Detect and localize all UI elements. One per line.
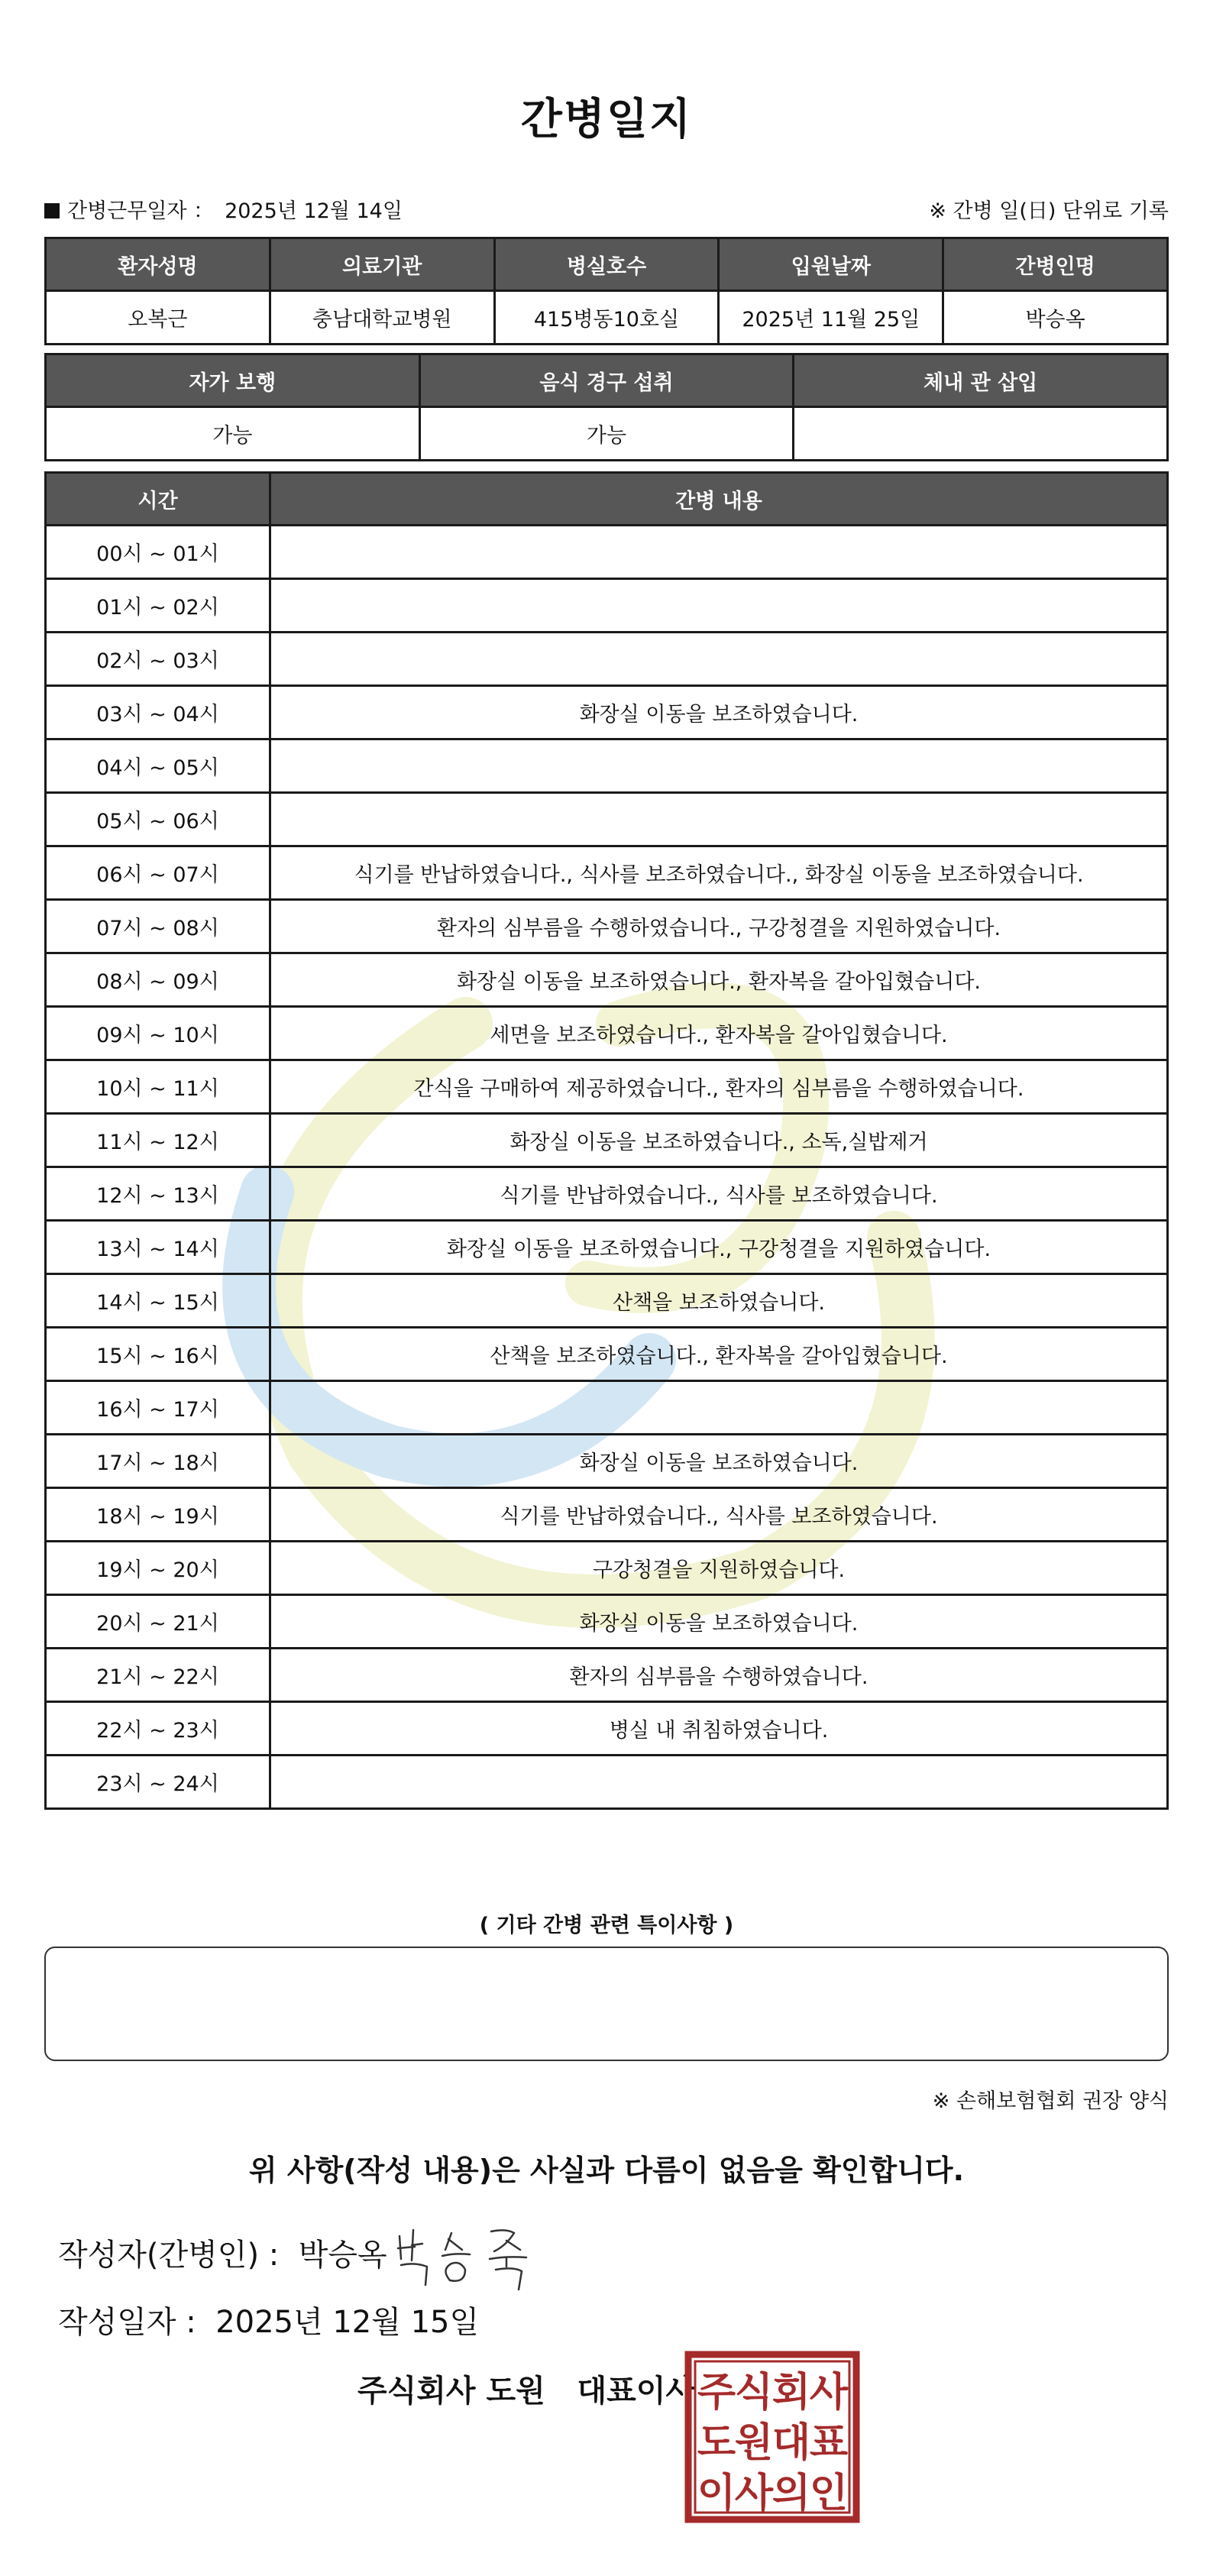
table-row <box>46 1007 1168 1060</box>
time-cell: 04시 ~ 05시 <box>46 739 270 793</box>
patient-info-table <box>44 237 1169 345</box>
time-cell: 14시 ~ 15시 <box>46 1274 270 1328</box>
seal-character: 식 <box>734 2370 774 2416</box>
time-cell: 22시 ~ 23시 <box>46 1702 270 1756</box>
writer-label: 작성자(간병인) : <box>58 2238 280 2273</box>
company-name: 주식회사 도원 <box>357 2374 545 2409</box>
company-role: 대표이사 <box>577 2374 696 2409</box>
header-time: 시간 <box>46 473 270 526</box>
company-line <box>357 2367 695 2410</box>
write-date-line <box>58 2298 479 2341</box>
seal-character: 도 <box>697 2420 736 2466</box>
care-content-cell: 식기를 반납하였습니다., 식사를 보조하였습니다. <box>270 1488 1168 1542</box>
log-rows <box>46 526 1168 1809</box>
time-cell: 05시 ~ 06시 <box>46 793 270 846</box>
document-title: 간병일지 <box>520 95 693 144</box>
time-cell: 10시 ~ 11시 <box>46 1060 270 1114</box>
time-cell: 13시 ~ 14시 <box>46 1221 270 1274</box>
header-care-content: 간병 내용 <box>270 473 1168 526</box>
seal-character: 사 <box>809 2370 849 2416</box>
table-row <box>46 686 1168 739</box>
care-content-cell: 세면을 보조하였습니다., 환자복을 갈아입혔습니다. <box>270 1007 1168 1060</box>
time-cell: 03시 ~ 04시 <box>46 686 270 739</box>
time-cell: 21시 ~ 22시 <box>46 1649 270 1702</box>
care-content-cell: 간식을 구매하여 제공하였습니다., 환자의 심부름을 수행하였습니다. <box>270 1060 1168 1114</box>
meta-row <box>44 194 1169 225</box>
care-content-cell: 화장실 이동을 보조하였습니다., 소독,실밥제거 <box>270 1114 1168 1167</box>
care-content-cell: 병실 내 취침하였습니다. <box>270 1702 1168 1756</box>
square-bullet-icon <box>44 203 60 218</box>
care-content-cell: 화장실 이동을 보조하였습니다. <box>270 686 1168 739</box>
record-unit-note: ※ 간병 일(日) 단위로 기록 <box>929 199 1169 223</box>
time-cell: 11시 ~ 12시 <box>46 1114 270 1167</box>
header-self-walking: 자가 보행 <box>46 354 420 407</box>
time-cell: 17시 ~ 18시 <box>46 1435 270 1488</box>
table-row <box>46 1221 1168 1274</box>
room-number: 415병동10호실 <box>494 291 719 345</box>
tube-insertion-value <box>794 407 1168 461</box>
table-row <box>46 1649 1168 1702</box>
care-content-cell: 산책을 보조하였습니다. <box>270 1274 1168 1328</box>
table-row <box>46 1060 1168 1114</box>
care-content-cell <box>270 793 1168 846</box>
care-content-cell <box>270 1381 1168 1435</box>
time-cell: 19시 ~ 20시 <box>46 1542 270 1595</box>
table-row <box>46 633 1168 686</box>
self-walking-value: 가능 <box>46 407 420 461</box>
table-row <box>46 1756 1168 1809</box>
patient-name: 오복근 <box>46 291 270 345</box>
admission-date: 2025년 11월 25일 <box>719 291 943 345</box>
seal-character: 주 <box>697 2370 736 2416</box>
table-row <box>46 1595 1168 1649</box>
care-content-cell: 식기를 반납하였습니다., 식사를 보조하였습니다., 화장실 이동을 보조하였습니다. <box>270 846 1168 900</box>
table-row <box>46 1167 1168 1221</box>
care-content-cell <box>270 633 1168 686</box>
care-content-cell: 화장실 이동을 보조하였습니다., 환자복을 갈아입혔습니다. <box>270 953 1168 1007</box>
time-cell: 09시 ~ 10시 <box>46 1007 270 1060</box>
time-cell: 23시 ~ 24시 <box>46 1756 270 1809</box>
table-row <box>46 1274 1168 1328</box>
care-content-cell: 화장실 이동을 보조하였습니다. <box>270 1435 1168 1488</box>
header-room: 병실호수 <box>494 238 719 291</box>
care-content-cell: 구강청결을 지원하였습니다. <box>270 1542 1168 1595</box>
time-cell: 06시 ~ 07시 <box>46 846 270 900</box>
table-row <box>46 1435 1168 1488</box>
work-date-label: 간병근무일자 ： <box>67 199 215 223</box>
care-content-cell <box>270 1756 1168 1809</box>
care-content-cell: 환자의 심부름을 수행하였습니다. <box>270 1649 1168 1702</box>
table-row <box>46 1702 1168 1756</box>
writer-name: 박승옥 <box>298 2238 387 2273</box>
time-cell: 12시 ~ 13시 <box>46 1167 270 1221</box>
oral-intake-value: 가능 <box>419 407 794 461</box>
hourly-care-log-table <box>44 471 1169 1810</box>
table-row <box>46 1488 1168 1542</box>
table-row <box>46 579 1168 633</box>
header-tube-insertion: 체내 관 삽입 <box>794 354 1168 407</box>
confirmation-statement: 위 사항(작성 내용)은 사실과 다름이 없음을 확인합니다. <box>248 2154 965 2187</box>
time-cell: 00시 ~ 01시 <box>46 526 270 579</box>
caregiver-name: 박승옥 <box>943 291 1168 345</box>
table-row <box>46 1381 1168 1435</box>
seal-character: 의 <box>771 2471 811 2516</box>
seal-character: 회 <box>771 2370 811 2416</box>
table-row <box>46 846 1168 900</box>
seal-character: 이 <box>697 2471 736 2516</box>
time-cell: 02시 ~ 03시 <box>46 633 270 686</box>
care-content-cell: 산책을 보조하였습니다., 환자복을 갈아입혔습니다. <box>270 1328 1168 1381</box>
time-cell: 07시 ~ 08시 <box>46 900 270 953</box>
time-cell: 01시 ~ 02시 <box>46 579 270 633</box>
header-caregiver-name: 간병인명 <box>943 238 1168 291</box>
seal-character: 대 <box>771 2420 811 2466</box>
hospital: 충남대학교병원 <box>270 291 494 345</box>
time-cell: 18시 ~ 19시 <box>46 1488 270 1542</box>
time-cell: 08시 ~ 09시 <box>46 953 270 1007</box>
care-content-cell: 식기를 반납하였습니다., 식사를 보조하였습니다. <box>270 1167 1168 1221</box>
seal-character: 인 <box>809 2471 849 2516</box>
source-note: ※ 손해보험협회 권장 양식 <box>932 2089 1169 2113</box>
time-cell: 16시 ~ 17시 <box>46 1381 270 1435</box>
seal-character: 사 <box>734 2471 774 2516</box>
special-notes-box <box>44 1947 1169 2061</box>
work-date: 2025년 12월 14일 <box>225 199 403 223</box>
time-cell: 20시 ~ 21시 <box>46 1595 270 1649</box>
time-cell: 15시 ~ 16시 <box>46 1328 270 1381</box>
seal-character: 원 <box>734 2420 774 2466</box>
care-content-cell <box>270 526 1168 579</box>
writer-line <box>58 2231 387 2274</box>
handwritten-signature <box>392 2219 575 2296</box>
care-content-cell: 화장실 이동을 보조하였습니다., 구강청결을 지원하였습니다. <box>270 1221 1168 1274</box>
table-row <box>46 1542 1168 1595</box>
table-row <box>46 953 1168 1007</box>
notes-title: ( 기타 간병 관련 특이사항 ) <box>479 1914 734 1937</box>
seal-character: 표 <box>809 2420 849 2466</box>
header-hospital: 의료기관 <box>270 238 494 291</box>
care-content-cell <box>270 739 1168 793</box>
care-content-cell: 환자의 심부름을 수행하였습니다., 구강청결을 지원하였습니다. <box>270 900 1168 953</box>
patient-status-table <box>44 353 1169 461</box>
table-row <box>46 793 1168 846</box>
write-date: 2025년 12월 15일 <box>215 2305 480 2340</box>
table-row <box>46 900 1168 953</box>
company-seal-stamp <box>684 2351 860 2523</box>
table-row <box>46 739 1168 793</box>
table-row <box>46 526 1168 579</box>
header-patient-name: 환자성명 <box>46 238 270 291</box>
header-oral-intake: 음식 경구 섭취 <box>419 354 794 407</box>
write-date-label: 작성일자 : <box>58 2305 196 2340</box>
table-row <box>46 1328 1168 1381</box>
header-admission-date: 입원날짜 <box>719 238 943 291</box>
table-row <box>46 1114 1168 1167</box>
care-content-cell: 화장실 이동을 보조하였습니다. <box>270 1595 1168 1649</box>
care-content-cell <box>270 579 1168 633</box>
